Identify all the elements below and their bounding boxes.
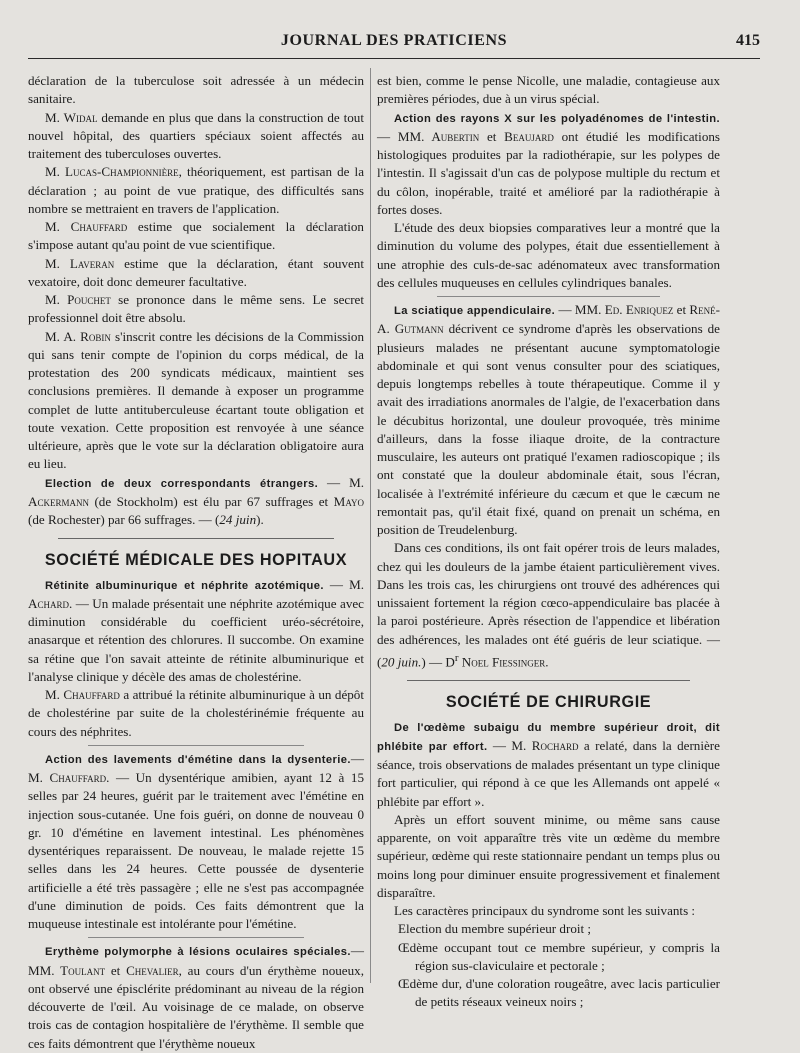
author-name: M. Lucas-Championnière: [45, 164, 179, 180]
run-in-heading: Erythème polymorphe à lésions oculaires spéciales.: [45, 946, 351, 959]
run-in-heading: Rétinite albuminurique et néphrite azotémique.: [45, 579, 324, 592]
list-item: Œdème dur, d'une coloration rougeâtre, avec lacis particulier de petits réseaux veineux noirs ;: [398, 976, 720, 1010]
author-name: M. Laveran: [45, 255, 115, 271]
paragraph: est bien, comme le pense Nicolle, une maladie, contagieuse aux premières périodes, due à un virus spécial.: [377, 73, 720, 107]
paragraph: M. Chauffard a attribué la rétinite albuminurique à un dépôt de cholestérine par suite de la cholestérinémie fréquente au cours des néphrites.: [28, 687, 364, 739]
paragraph: M. Lucas-Championnière, théoriquement, est partisan de la déclaration ; au point de vue pratique, des difficultés sans nombre se mettraient en travers de l'application.: [28, 164, 365, 216]
author-name: MM. Toulant: [28, 962, 106, 978]
paragraph: Action des lavements d'émétine dans la dysenterie.—M. Chauffard. — Un dysentérique amibien, ayant 12 à 15 selles par 24 heures, guérit par le traitement avec l'émétine en injection sous-cutanée. Une fois guéri, on donne de nouveau 0 gr. 10 d'émétine en lavement intestinal. Les phénomènes dysentériques reparaissent. De nouveau, le malade rejette 15 selles dans les 24 heures. Cette poussée de dysenterie artificielle a été très passagère ; elle ne s'est pas accompagnée d'une diminution de poids. Ces faits démontrent que la muqueuse intestinale est intolérante pour l'émétine.: [28, 750, 364, 931]
left-column: [28, 72, 364, 1053]
author-name: Mayo: [333, 493, 364, 509]
paragraph: La sciatique appendiculaire. — MM. Ed. Enriquez et René-A. Gutmann décrivent ce syndrome d'après les observations de plusieurs malades ne présentant aucune symptomatologie abdominale et qui sont venus consulter pour des sciatiques, depuis longtemps rebelles à toute thérapeutique. Comme il y avait des irradiations anormales de l'algie, de l'exacerbation dans le décubitus horizontal, une douleur provoquée, très minime d'ailleurs, dans la fosse iliaque droite, de la contracture musculaire, les auteurs ont pratiqué l'examen radioscopique ; ils ont constaté que la douleur abdominale était, sous l'écran, localisée à l'extrémité inférieure du cæcum et que le cæcum ne remontait pas, qu'il était fixé, quand on prenait un schéma, en position de Treudelenburg.: [377, 302, 721, 537]
paragraph: M. Pouchet se prononce dans le même sens. Le secret professionnel doit être absolu.: [28, 292, 365, 326]
author-name: MM. Ed. Enriquez: [574, 302, 674, 317]
run-in-heading: Action des lavements d'émétine dans la dysenterie.: [45, 753, 351, 766]
section-rule: [58, 538, 334, 539]
paragraph: déclaration de la tuberculose soit adressée à un médecin sanitaire.: [28, 73, 364, 107]
running-header: [28, 30, 760, 59]
date: 20 juin.: [381, 654, 422, 670]
author-name: M. Pouchet: [45, 292, 111, 307]
author-name: M. Chauffard: [45, 687, 120, 702]
section-rule: [407, 680, 690, 681]
list-item: Election du membre supérieur droit ;: [398, 921, 592, 937]
paragraph: M. A. Robin s'inscrit contre les décisions de la Commission qui sans tenir compte de l'opinion du corps médical, de la protestation des 200 syndicats médicaux, maintient ses conclusions premières. Il demande à exposer un programme complet de lutte antituberculeuse écartant toute obligation et toute vexation. Cette proposition est renvoyée à une séance ultérieure, après que le vote sur la déclaration obligatoire aura eu lieu.: [28, 328, 365, 472]
date: 24 juin: [219, 512, 257, 527]
author-name: Beaujard: [504, 128, 554, 144]
author-name: M. Chauffard: [45, 219, 128, 234]
paragraph: Erythème polymorphe à lésions oculaires spéciales.—MM. Toulant et Chevalier, au cours d'un érythème noueux, ont observé une épisclérite prédominant au niveau de la région découverte de l'œil. Au voisinage de ce malade, on observe trois cas de contagion hospitalière de l'érythème. Il semble que ces faits démontrent que l'érythème noueux: [28, 943, 364, 1051]
paragraph: Les caractères principaux du syndrome sont les suivants :: [394, 903, 696, 919]
run-in-heading: Action des rayons X sur les polyadénomes de l'intestin.: [394, 112, 720, 125]
author-name: Noel Fiessinger.: [458, 654, 549, 670]
page-number: 415: [736, 32, 760, 49]
journal-title: JOURNAL DES PRATICIENS: [280, 32, 508, 49]
paragraph: Dans ces conditions, ils ont fait opérer trois de leurs malades, chez qui les douleurs de la jambe étaient particulièrement vives. Dans les trois cas, les chirurgiens ont trouvé des adhérences qui unissaient fortement la région cœco-appendiculaire bas placée à la paroi postérieure. Après résection de l'appendice et libération des adhérences, les malades ont été guéris de leur sciatique. — (20 juin.) — $D^r$ Noel Fiessinger.: [377, 540, 720, 670]
author-name: René-A. Gutmann: [377, 302, 721, 337]
author-name: M. Rochard: [511, 737, 579, 753]
separator: [88, 745, 304, 746]
paragraph: L'étude des deux biopsies comparatives leur a montré que la diminution du volume des polypes, était due essentiellement à une atrophie des culs-de-sac adénomateux avec transformation des cellules muqueuses en cellules cylindriques banales.: [377, 220, 720, 290]
paragraph: M. Laveran estime que la déclaration, étant souvent vexatoire, doit donc demeurer facultative.: [28, 255, 364, 289]
right-column: [377, 72, 720, 1012]
list-item: Œdème occupant tout ce membre supérieur, y compris la région sus-claviculaire et pectorale ;: [398, 939, 720, 973]
author-name: M. Widal: [45, 109, 98, 125]
author-name: M. A. Robin: [45, 328, 111, 344]
run-in-heading: La sciatique appendiculaire.: [394, 305, 556, 317]
paragraph: De l'œdème subaigu du membre supérieur droit, dit phlébite par effort. — M. Rochard a relaté, dans la dernière séance, trois observations de malades présentant un type clinique fort particulier, qui répond à ce que les Allemands ont appelé « phlébite par effort ».: [377, 721, 720, 809]
separator: [88, 937, 304, 938]
author-name: Chevalier: [126, 962, 179, 978]
paragraph: Election de deux correspondants étrangers. — M. Ackermann (de Stockholm) est élu par 67 suffrages et Mayo (de Rochester) par 66 suffrages. — (24 juin).: [28, 474, 364, 527]
superscript: r: [454, 651, 459, 664]
separator: [437, 296, 660, 297]
paragraph: Rétinite albuminurique et néphrite azotémique. — M. Achard. — Un malade présentait une néphrite azotémique avec diminution considérable du coefficient uréo-sécrétoire, anasarque et rétention des chlorures. Il succombe. On examine sa rétine que l'on savait atteinte de rétinite albuminurique et l'analyse clinique y décèle des amas de cholestérine.: [28, 576, 364, 684]
author-name: MM. Aubertin: [397, 128, 480, 144]
section-heading: SOCIÉTÉ MÉDICALE DES HOPITAUX: [44, 551, 348, 570]
author-name: M. Achard.: [28, 576, 364, 611]
column-divider: [370, 68, 371, 983]
paragraph: Après un effort souvent minime, ou même sans cause apparente, on voit apparaître très vite un œdème du membre supérieur, œdème qui reste stationnaire pendant un temps plus ou moins long pour diminuer ensuite progressivement et finalement disparaître.: [377, 811, 720, 900]
paragraph: M. Chauffard estime que socialement la déclaration s'impose autant qu'au point de vue scientifique.: [28, 219, 364, 253]
paragraph: Action des rayons X sur les polyadénomes de l'intestin. — MM. Aubertin et Beaujard ont étudié les modifications histologiques produites par la radiothérapie, sur les polypes de l'intestin. Il s'agissait d'un cas de polypose multiple du rectum et du côlon, inopérable, traité et amélioré par la radiothérapie à fortes doses.: [377, 112, 721, 217]
author-name: M. Chauffard.: [28, 770, 110, 785]
paragraph: M. Widal demande en plus que dans la construction de tout nouvel hôpital, des quartiers spéciaux soient affectés au traitement des tuberculoses ouvertes.: [28, 109, 364, 161]
section-heading: SOCIÉTÉ DE CHIRURGIE: [445, 693, 652, 712]
run-in-heading: Election de deux correspondants étrangers.: [45, 477, 319, 490]
run-in-heading: De l'œdème subaigu du membre supérieur droit, dit phlébite par effort.: [377, 721, 720, 753]
author-name: M. Ackermann: [28, 474, 364, 509]
